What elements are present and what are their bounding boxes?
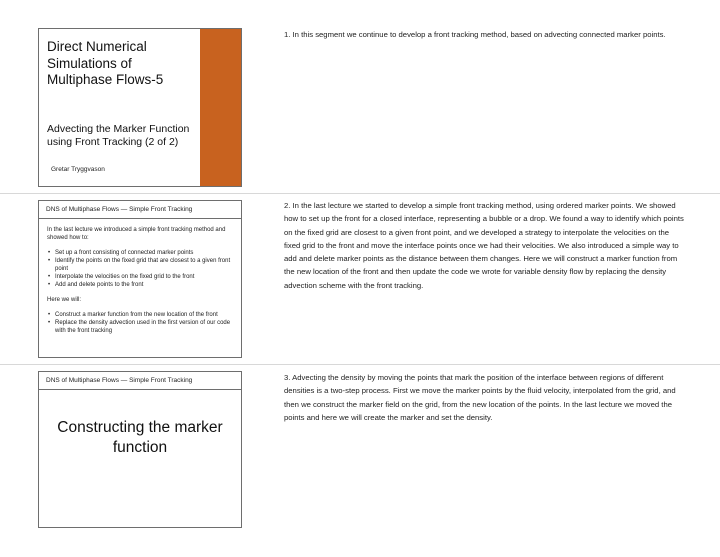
slide-thumbnail-1[interactable] bbox=[38, 28, 242, 187]
speaker-note-3: 3. Advecting the density by moving the points that mark the position of the interface between regions of different densities is a two-step process. First we move the marker points by the fluid velocity, interpolated from the grid, and then we construct the marker field on the grid, from the new location of the points. In the last lecture we moved the points and here we will create the marker and set the density. bbox=[284, 373, 676, 422]
slide-here-label: Here we will: bbox=[47, 297, 82, 303]
slide-header: DNS of Multiphase Flows — Simple Front Tracking bbox=[39, 372, 241, 390]
slide-author: Gretar Tryggvason bbox=[51, 166, 105, 173]
slide-subtitle: Advecting the Marker Function using Front Tracking (2 of 2) bbox=[47, 123, 190, 148]
slide-thumbnail-2[interactable] bbox=[38, 200, 242, 358]
bullet-item: • Interpolate the velocities on the fixed grid to the front bbox=[47, 273, 233, 281]
accent-bar bbox=[200, 29, 241, 186]
bullet-list bbox=[47, 311, 233, 335]
slide-header: DNS of Multiphase Flows — Simple Front Tracking bbox=[39, 201, 241, 219]
slide-thumbnail-3[interactable] bbox=[38, 371, 242, 528]
bullet-item: • Add and delete points to the front bbox=[47, 281, 233, 289]
speaker-note-2: 2. In the last lecture we started to develop a simple front tracking method, using ordered marker points. We showed how to set up the front for a closed interface, representing a bubble or a drop. We found a way to identify which points on the fixed grid are closest to a given front point, and we developed a strategy to interpolate the velocities on the fixed grid to the front and move the interface points once we had their velocities. We also introduced a simple way to add and delete marker points as the distance between them changes. Here we will construct a marker function from the new location of the front and then update the code we wrote for variable density flow by replacing the density advection scheme with the front tracking. bbox=[284, 201, 684, 290]
bullet-item: • Replace the density advection used in the first version of our code with the front tracking bbox=[47, 319, 233, 335]
row-separator bbox=[0, 364, 720, 365]
bullet-item: • Identify the points on the fixed grid that are closest to a given front point bbox=[47, 257, 233, 273]
bullet-item: • Set up a front consisting of connected marker points bbox=[47, 249, 233, 257]
slide-big-title: Constructing the marker function bbox=[57, 419, 223, 456]
bullet-list bbox=[47, 249, 233, 289]
slide-title: Direct Numerical Simulations of Multiphase Flows-5 bbox=[47, 39, 164, 87]
slide-body bbox=[47, 226, 233, 342]
slide-intro: In the last lecture we introduced a simple front tracking method and showed how to: bbox=[47, 227, 226, 241]
speaker-note-1: 1. In this segment we continue to develop a front tracking method, based on advecting connected marker points. bbox=[284, 30, 666, 39]
row-separator bbox=[0, 193, 720, 194]
bullet-item: • Construct a marker function from the new location of the front bbox=[47, 311, 233, 319]
